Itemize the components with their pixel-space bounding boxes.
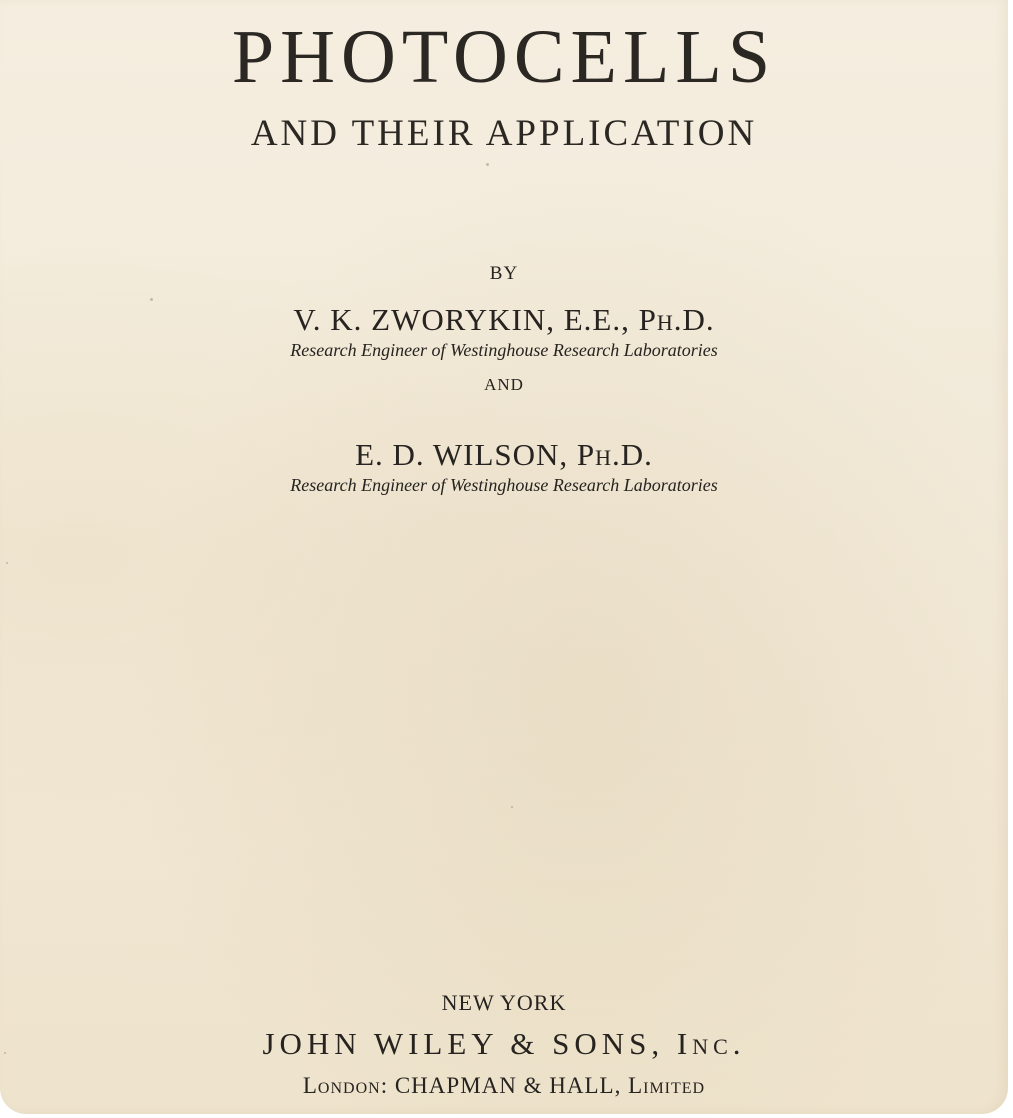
imprint-city: NEW YORK [441,990,567,1015]
imprint-publisher [0,1026,1008,1062]
book-subtitle: AND THEIR APPLICATION [250,113,758,154]
author-1-name: V. K. ZWORYKIN, E.E., [293,302,630,337]
paper-speck [4,1052,6,1054]
paper-speck [511,806,513,808]
paper-speck [6,562,8,564]
imprint-london [0,1073,1008,1099]
author-2-name: E. D. WILSON, [355,437,569,472]
paper-speck [486,163,489,166]
paper-speck [150,298,153,301]
author-2-degree: Ph.D. [576,437,653,472]
author-1-affiliation: Research Engineer of Westinghouse Research Laboratories [290,340,718,360]
author-2 [0,437,1008,473]
author-1 [0,302,1008,338]
by-line: BY [489,263,519,284]
author-1-degree: Ph.D. [638,302,715,337]
publisher-name: JOHN WILEY & SONS, [262,1026,665,1061]
london-label: London: [302,1073,389,1098]
london-publisher: CHAPMAN & HALL, [394,1073,622,1098]
london-suffix: Limited [628,1073,706,1098]
and-separator: AND [484,375,524,394]
author-2-affiliation: Research Engineer of Westinghouse Research Laboratories [290,475,718,495]
book-title: PHOTOCELLS [231,15,777,99]
publisher-suffix: Inc. [676,1026,746,1061]
